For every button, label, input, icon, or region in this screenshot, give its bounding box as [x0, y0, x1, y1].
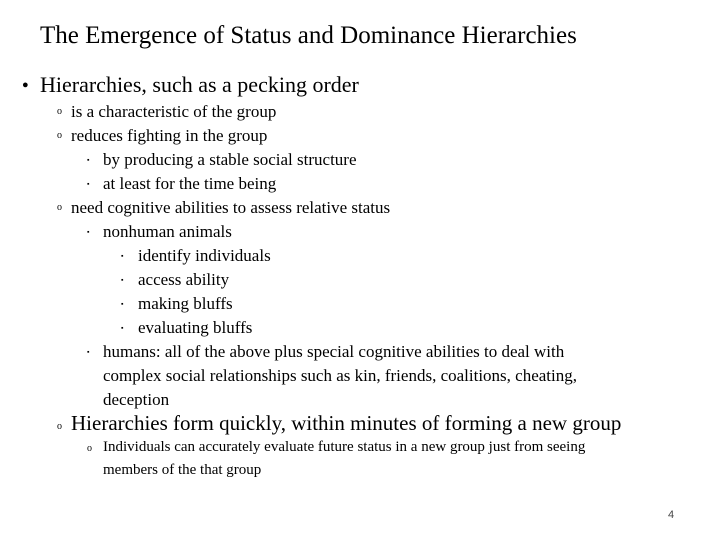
bullet-nonhuman-animals: nonhuman animals: [103, 222, 232, 241]
bullet-square-icon: ▪: [121, 252, 124, 260]
bullet-access-ability: access ability: [138, 270, 230, 289]
bullet-making-bluffs: making bluffs: [138, 294, 233, 313]
bullet-reduces-fighting: reduces fighting in the group: [71, 126, 268, 145]
bullet-evaluating-bluffs: evaluating bluffs: [138, 318, 253, 337]
bullet-circle-icon: o: [87, 443, 92, 454]
bullet-square-icon: ▪: [87, 228, 90, 236]
bullet-circle-icon: o: [57, 106, 62, 117]
bullet-evaluate-status-line2: members of the that group: [103, 462, 262, 478]
bullet-dot-icon: ●: [22, 79, 29, 91]
bullet-circle-icon: o: [57, 202, 62, 213]
bullet-square-icon: ▪: [121, 324, 124, 332]
bullet-humans-line2: complex social relationships such as kin, friends, coalitions, cheating,: [103, 366, 577, 385]
bullet-evaluate-status-line1: Individuals can accurately evaluate future status in a new group just from seeing: [103, 439, 586, 455]
bullet-cognitive-abilities: need cognitive abilities to assess relative status: [71, 198, 391, 217]
slide-title: The Emergence of Status and Dominance Hierarchies: [40, 22, 577, 49]
bullet-square-icon: ▪: [87, 156, 90, 164]
bullet-hierarchies: Hierarchies, such as a pecking order: [40, 72, 359, 97]
bullet-square-icon: ▪: [87, 180, 90, 188]
page-number: 4: [668, 509, 675, 521]
bullet-form-quickly: Hierarchies form quickly, within minutes of forming a new group: [71, 411, 622, 435]
bullet-circle-icon: o: [57, 130, 62, 141]
bullet-humans-line3: deception: [103, 390, 170, 409]
bullet-square-icon: ▪: [121, 300, 124, 308]
bullet-square-icon: ▪: [87, 348, 90, 356]
bullet-stable-structure: by producing a stable social structure: [103, 150, 357, 169]
bullet-circle-icon: o: [57, 421, 62, 432]
bullet-identify-individuals: identify individuals: [138, 246, 271, 265]
bullet-time-being: at least for the time being: [103, 174, 277, 193]
bullet-square-icon: ▪: [121, 276, 124, 284]
bullet-characteristic: is a characteristic of the group: [71, 102, 277, 121]
bullet-humans-line1: humans: all of the above plus special cognitive abilities to deal with: [103, 342, 565, 361]
